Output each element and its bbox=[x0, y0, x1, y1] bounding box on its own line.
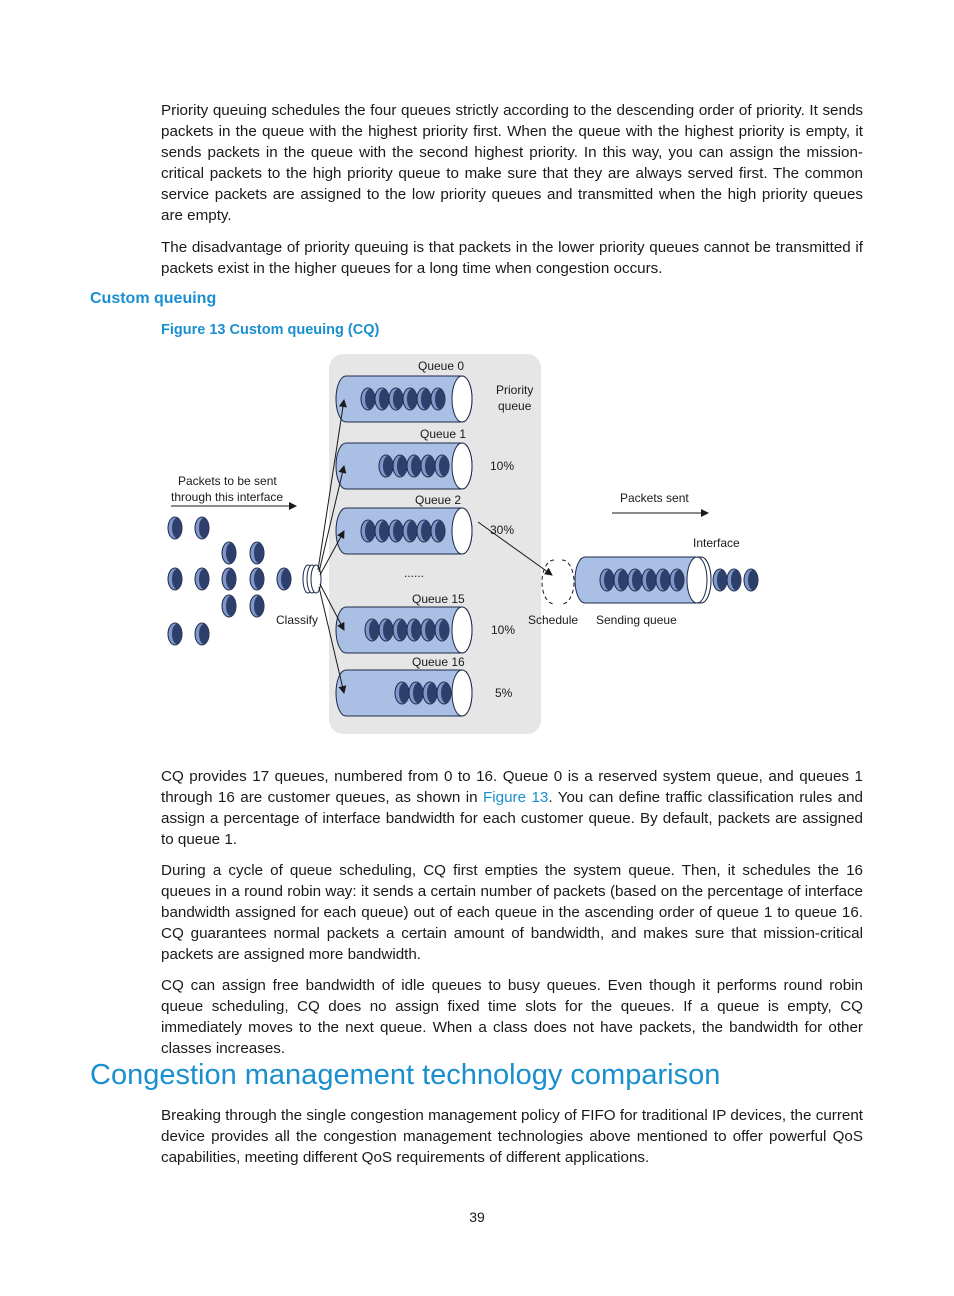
custom-queuing-diagram bbox=[160, 350, 770, 742]
packets-sent-label: Packets sent bbox=[620, 491, 689, 505]
figure-caption: Figure 13 Custom queuing (CQ) bbox=[161, 322, 380, 338]
queue-1 bbox=[336, 443, 472, 489]
queue-label-16: Queue 16 bbox=[412, 655, 465, 669]
queue-16-share: 5% bbox=[495, 686, 513, 700]
queue-label-1: Queue 1 bbox=[420, 427, 467, 441]
packets-in-label-1: Packets to be sent bbox=[178, 474, 277, 488]
queue-label-0: Queue 0 bbox=[418, 359, 465, 373]
figure-13-link[interactable]: Figure 13 bbox=[483, 789, 549, 806]
paragraph-priority-disadvantage: The disadvantage of priority queuing is that packets in the lower priority queues cannot be transmitted if packets exist in the higher queues for a long time when congestion occurs. bbox=[161, 239, 863, 277]
packets-in-label-2: through this interface bbox=[171, 490, 284, 504]
queue-ellipsis: ...... bbox=[404, 566, 425, 580]
paragraph-comparison: Breaking through the single congestion management policy of FIFO for traditional IP devices, the current device provides all the congestion management technologies above mentioned to offer powerful QoS capabilities, meeting different QoS requirements of different applications. bbox=[161, 1107, 863, 1166]
queue-2-share: 30% bbox=[490, 523, 515, 537]
priority-label-1: Priority bbox=[496, 383, 534, 397]
queue-15 bbox=[336, 607, 472, 653]
page-heading: Congestion management technology comparison bbox=[90, 1059, 721, 1091]
incoming-packets bbox=[168, 517, 291, 645]
queue-label-2: Queue 2 bbox=[415, 493, 462, 507]
queue-15-share: 10% bbox=[491, 623, 516, 637]
schedule-symbol bbox=[542, 560, 574, 604]
queue-1-share: 10% bbox=[490, 459, 515, 473]
interface-ring bbox=[687, 557, 707, 603]
paragraph-cq-free-bandwidth: CQ can assign free bandwidth of idle queues to busy queues. Even though it performs round robin queue scheduling, CQ does no assign fixed time slots for the queues. If a queue is empty, CQ immediately moves to the next queue. When a class does not have packets, the bandwidth for other classes increases. bbox=[161, 977, 863, 1057]
interface-label: Interface bbox=[693, 536, 740, 550]
outgoing-packets bbox=[713, 569, 758, 591]
paragraph-cq-overview: CQ provides 17 queues, numbered from 0 to 16. Queue 0 is a reserved system queue, and queues 1 through 16 are customer queues, as shown in Figure 13. You can define traffic classification rules and assign a percentage of interface bandwidth for each customer queue. By default, packets are assigned to queue 1. bbox=[161, 768, 863, 848]
sending-queue-label: Sending queue bbox=[596, 613, 677, 627]
section-heading-custom-queuing: Custom queuing bbox=[90, 290, 217, 307]
paragraph-cq-scheduling: During a cycle of queue scheduling, CQ first empties the system queue. Then, it schedules the 16 queues in a round robin way: it sends a certain number of packets (based on the percentage of interface bandwidth assigned for each queue) out of each queue in the ascending order of queue 1 to queue 16. CQ guarantees normal packets a certain amount of bandwidth, and makes sure that mission-critical packets are assigned more bandwidth. bbox=[161, 862, 863, 963]
page-number: 39 bbox=[469, 1209, 485, 1225]
queue-label-15: Queue 15 bbox=[412, 592, 465, 606]
queue-16 bbox=[336, 670, 472, 716]
classify-label: Classify bbox=[276, 613, 319, 627]
queue-0 bbox=[336, 376, 472, 422]
schedule-label: Schedule bbox=[528, 613, 579, 627]
queue-2 bbox=[336, 508, 472, 554]
priority-label-2: queue bbox=[498, 399, 532, 413]
paragraph-priority-queuing: Priority queuing schedules the four queues strictly according to the descending order of priority. It sends packets in the queue with the highest priority first. When the queue with the highest priority is empty, it sends packets in the queue with the second highest priority. In this way, you can assign the mission-critical packets to the high priority queue to make sure that they are always served first. The common service packets are assigned to the low priority queues and transmitted when the high priority queues are empty. bbox=[161, 102, 863, 224]
